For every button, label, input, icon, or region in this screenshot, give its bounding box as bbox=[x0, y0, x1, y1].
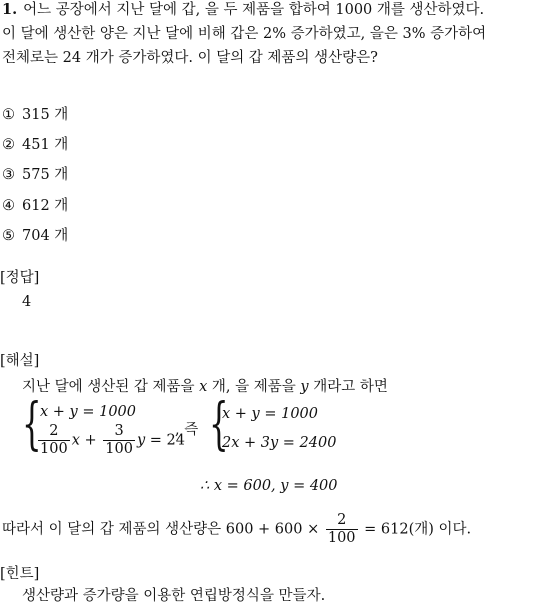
option-2[interactable] bbox=[2, 135, 68, 155]
answer-value: 4 bbox=[22, 294, 32, 310]
option-3-mark: ③ bbox=[2, 167, 15, 183]
question-line-2: 이 달에 생산한 양은 지난 달에 비해 갑은 2% 증가하였고, 을은 3% 증가하여 bbox=[2, 26, 487, 42]
option-5[interactable] bbox=[2, 226, 68, 246]
option-1-text: 315 개 bbox=[22, 107, 69, 123]
option-4-mark: ④ bbox=[2, 198, 15, 214]
question-line-3: 전체로는 24 개가 증가하였다. 이 달의 갑 제품의 생산량은? bbox=[2, 50, 378, 66]
conclusion-line bbox=[2, 512, 471, 547]
option-5-text: 704 개 bbox=[22, 228, 69, 244]
hint-text: 생산량과 증가량을 이용한 연립방정식을 만들자. bbox=[22, 588, 326, 604]
system-eq-4: 2x + 3y = 2400 bbox=[222, 435, 337, 451]
solution-intro-c: 개라고 하면 bbox=[308, 379, 388, 395]
option-3[interactable] bbox=[2, 165, 68, 185]
var-y: y bbox=[300, 379, 309, 395]
option-1[interactable] bbox=[2, 105, 68, 125]
solution-intro-a: 지난 달에 생산된 갑 제품을 bbox=[22, 379, 200, 395]
solution-label: [해설] bbox=[0, 353, 40, 369]
option-4-text: 612 개 bbox=[22, 198, 69, 214]
eq2-x: x bbox=[71, 432, 80, 449]
system-eq-1: x + y = 1000 bbox=[40, 404, 137, 420]
conclusion-b: = 612(개) 이다. bbox=[364, 521, 472, 538]
fraction-2-100 bbox=[38, 423, 70, 458]
frac-num: 3 bbox=[114, 423, 124, 439]
frac-den: 100 bbox=[40, 441, 68, 457]
solution-intro bbox=[22, 377, 388, 397]
solution-intro-b: 개, 을 제품을 bbox=[207, 379, 301, 395]
system-eq-2 bbox=[36, 423, 185, 458]
frac-num: 2 bbox=[337, 512, 347, 528]
option-2-mark: ② bbox=[2, 137, 15, 153]
eq2-plus: + bbox=[79, 432, 102, 449]
frac-den: 100 bbox=[327, 530, 356, 546]
option-3-text: 575 개 bbox=[22, 167, 69, 183]
option-1-mark: ① bbox=[2, 107, 15, 123]
jeuk-text: , 즉 bbox=[175, 422, 199, 438]
fraction-3-100 bbox=[103, 423, 135, 458]
option-2-text: 451 개 bbox=[22, 137, 69, 153]
hint-label: [힌트] bbox=[0, 566, 40, 582]
var-x: x bbox=[199, 379, 208, 395]
question-line-1 bbox=[2, 0, 484, 20]
frac-num: 2 bbox=[49, 423, 59, 439]
eq2-rhs: = 24 bbox=[145, 432, 185, 449]
left-brace-2: { bbox=[209, 392, 229, 457]
question-number: 1. bbox=[2, 1, 18, 18]
conclusion-fraction bbox=[326, 512, 358, 547]
option-5-mark: ⑤ bbox=[2, 228, 15, 244]
eq2-y: y bbox=[136, 432, 146, 449]
left-brace-1: { bbox=[22, 392, 42, 457]
system-eq-3: x + y = 1000 bbox=[222, 406, 319, 422]
frac-den: 100 bbox=[105, 441, 133, 457]
answer-label: [정답] bbox=[0, 270, 40, 286]
option-4[interactable] bbox=[2, 196, 68, 216]
question-text-1: 어느 공장에서 지난 달에 갑, 을 두 제품을 합하여 1000 개를 생산하였다. bbox=[23, 2, 485, 18]
conclusion-a: 따라서 이 달의 갑 제품의 생산량은 600 + 600 × bbox=[2, 521, 320, 538]
result-line: ∴ x = 600, y = 400 bbox=[200, 478, 338, 494]
